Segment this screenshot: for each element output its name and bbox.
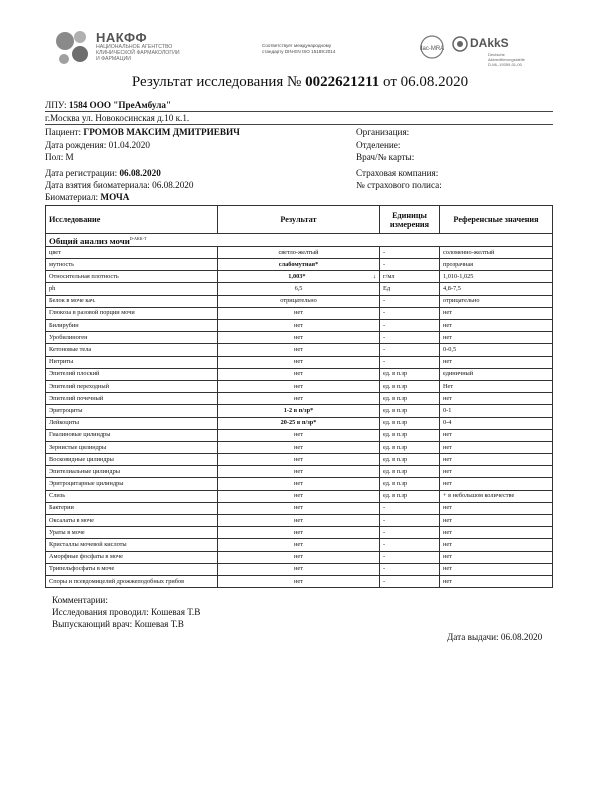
test-unit: - <box>380 563 440 575</box>
test-reference: 4,8-7,5 <box>440 283 553 295</box>
test-name: Лейкоциты <box>46 417 218 429</box>
test-reference: нет <box>440 502 553 514</box>
test-name: Кристаллы мочевой кислоты <box>46 539 218 551</box>
test-unit: ед. в п.зр <box>380 441 440 453</box>
test-unit: - <box>380 332 440 344</box>
table-row <box>46 515 553 527</box>
releasing-doctor: Выпускающий врач: Кошевая Т.В <box>52 619 184 629</box>
test-unit: - <box>380 551 440 563</box>
results-table <box>45 205 553 588</box>
test-reference: прозрачная <box>440 259 553 271</box>
header-test: Исследование <box>46 206 218 234</box>
comments: Комментарии: <box>52 595 108 605</box>
table-row <box>46 441 553 453</box>
table-row <box>46 575 553 587</box>
test-result: нет <box>218 380 380 392</box>
test-name: Билирубин <box>46 320 218 332</box>
divider <box>45 111 553 112</box>
nakff-logo-icon <box>52 28 92 68</box>
test-unit: г/мл <box>380 271 440 283</box>
test-result: нет <box>218 332 380 344</box>
biomaterial-line: Биоматериал: МОЧА <box>45 192 130 202</box>
test-unit: ед. в п.зр <box>380 466 440 478</box>
test-unit: ед. в п.зр <box>380 393 440 405</box>
header-units: Единицы измерения <box>380 206 440 234</box>
test-result: 1,003* ↓ <box>218 271 380 283</box>
test-name: Слизь <box>46 490 218 502</box>
report-title: Результат исследования № 0022621211 от 06.08.2020 <box>131 74 469 90</box>
test-name: Эритроцитарные цилиндры <box>46 478 218 490</box>
test-reference: единичный <box>440 368 553 380</box>
test-unit: ед. в п.зр <box>380 429 440 441</box>
test-unit: - <box>380 575 440 587</box>
test-result: нет <box>218 478 380 490</box>
logo-subtitle: НАЦИОНАЛЬНОЕ АГЕНТСТВО КЛИНИЧЕСКОЙ ФАРМАКОЛОГИИ И ФАРМАЦИИ <box>96 44 180 63</box>
test-name: мутность <box>46 259 218 271</box>
insurance-policy: № страхового полиса: <box>356 180 442 190</box>
test-name: Эпителиальные цилиндры <box>46 466 218 478</box>
table-row <box>46 478 553 490</box>
test-result: нет <box>218 441 380 453</box>
test-result: слабомутная* <box>218 259 380 271</box>
table-row <box>46 527 553 539</box>
test-result: нет <box>218 563 380 575</box>
organization: Организация: <box>356 127 410 137</box>
test-result: нет <box>218 429 380 441</box>
divider <box>45 124 553 125</box>
svg-text:ilac-MRA: ilac-MRA <box>419 46 445 52</box>
test-unit: - <box>380 295 440 307</box>
test-reference: нет <box>440 393 553 405</box>
table-row <box>46 380 553 392</box>
test-unit: - <box>380 307 440 319</box>
table-row <box>46 307 553 319</box>
table-row <box>46 502 553 514</box>
test-result: нет <box>218 551 380 563</box>
test-reference: нет <box>440 551 553 563</box>
test-result: 20-25 в п/зр* <box>218 417 380 429</box>
test-unit: ед. в п.зр <box>380 454 440 466</box>
table-row <box>46 368 553 380</box>
registration-date: Дата регистрации: 06.08.2020 <box>45 168 161 178</box>
test-unit: - <box>380 539 440 551</box>
certification-text: Соответствует международному стандарту DIN-EN ISO 15189:2014 <box>262 43 336 54</box>
test-unit: - <box>380 502 440 514</box>
test-name: Гиалиновые цилиндры <box>46 429 218 441</box>
test-unit: - <box>380 246 440 258</box>
test-reference: нет <box>440 320 553 332</box>
test-name: Споры и псевдомицелий дрожжеподобных грибов <box>46 575 218 587</box>
test-name: Зернистые цилиндры <box>46 441 218 453</box>
test-name: Относительная плотность <box>46 271 218 283</box>
table-row <box>46 405 553 417</box>
insurance-company: Страховая компания: <box>356 168 439 178</box>
test-name: Оксалаты в моче <box>46 515 218 527</box>
test-reference: нет <box>440 307 553 319</box>
test-name: Ураты в моче <box>46 527 218 539</box>
sex: Пол: М <box>45 152 74 162</box>
lpu-line: ЛПУ: 1584 ООО "ПреАмбула" <box>45 100 172 110</box>
test-result: нет <box>218 490 380 502</box>
test-reference: нет <box>440 539 553 551</box>
table-row <box>46 271 553 283</box>
test-result: нет <box>218 307 380 319</box>
doctor-card: Врач/№ карты: <box>356 152 415 162</box>
table-row <box>46 344 553 356</box>
test-name: Эритроциты <box>46 405 218 417</box>
table-row <box>46 454 553 466</box>
test-result: нет <box>218 539 380 551</box>
test-name: Эпителий плоский <box>46 368 218 380</box>
test-reference: нет <box>440 466 553 478</box>
department: Отделение: <box>356 140 401 150</box>
test-reference: нет <box>440 429 553 441</box>
test-name: Эпителий почечный <box>46 393 218 405</box>
test-result: 1-2 в п/зр* <box>218 405 380 417</box>
test-result: нет <box>218 575 380 587</box>
test-unit: - <box>380 320 440 332</box>
test-reference: нет <box>440 332 553 344</box>
table-row <box>46 356 553 368</box>
test-result: нет <box>218 393 380 405</box>
test-unit: ед. в п.зр <box>380 380 440 392</box>
test-unit: ед. в п.зр <box>380 405 440 417</box>
test-reference: 0-1 <box>440 405 553 417</box>
test-reference: 0-0,5 <box>440 344 553 356</box>
test-name: Эпителий переходный <box>46 380 218 392</box>
test-name: Бактерии <box>46 502 218 514</box>
test-reference: 0-4 <box>440 417 553 429</box>
test-unit: ед. в п.зр <box>380 490 440 502</box>
test-reference: нет <box>440 563 553 575</box>
test-name: Кетоновые тела <box>46 344 218 356</box>
table-row <box>46 320 553 332</box>
test-name: Аморфные фосфаты в моче <box>46 551 218 563</box>
test-result: отрицательно <box>218 295 380 307</box>
table-row <box>46 417 553 429</box>
test-name: ph <box>46 283 218 295</box>
test-name: Восковидные цилиндры <box>46 454 218 466</box>
header-reference: Референсные значения <box>440 206 553 234</box>
test-unit: - <box>380 356 440 368</box>
patient-line: Пациент: ГРОМОВ МАКСИМ ДМИТРИЕВИЧ <box>45 127 240 137</box>
test-result: нет <box>218 344 380 356</box>
test-unit: ед. в п.зр <box>380 368 440 380</box>
test-unit: Ед <box>380 283 440 295</box>
test-reference: нет <box>440 454 553 466</box>
test-reference: + в небольшом количестве <box>440 490 553 502</box>
test-reference: нет <box>440 441 553 453</box>
section-title: Общий анализ мочи$^{D-AKK-T}$ <box>46 234 553 247</box>
test-unit: - <box>380 259 440 271</box>
test-name: Глюкоза в разовой порции мочи <box>46 307 218 319</box>
table-row <box>46 490 553 502</box>
test-result: нет <box>218 515 380 527</box>
report-header <box>0 0 600 75</box>
test-result: нет <box>218 368 380 380</box>
address: г.Москва ул. Новокосинская д.10 к.1. <box>45 113 190 123</box>
test-reference: соломенно-желтый <box>440 246 553 258</box>
sample-date: Дата взятия биоматериала: 06.08.2020 <box>45 180 194 190</box>
test-result: светло-желтый <box>218 246 380 258</box>
test-unit: - <box>380 527 440 539</box>
table-row <box>46 295 553 307</box>
logo-name: НАКФФ <box>96 30 148 45</box>
test-result: нет <box>218 320 380 332</box>
table-row <box>46 539 553 551</box>
table-row <box>46 563 553 575</box>
issue-date: Дата выдачи: 06.08.2020 <box>447 632 543 642</box>
header-result: Результат <box>218 206 380 234</box>
test-unit: - <box>380 515 440 527</box>
table-row <box>46 259 553 271</box>
test-reference: нет <box>440 575 553 587</box>
low-flag-icon: ↓ <box>372 272 376 280</box>
test-reference: отрицательно <box>440 295 553 307</box>
test-result: нет <box>218 356 380 368</box>
performed-by: Исследования проводил: Кошевая Т.В <box>52 607 201 617</box>
test-reference: нет <box>440 478 553 490</box>
test-result: нет <box>218 454 380 466</box>
dakks-emblem-icon <box>452 36 468 52</box>
table-row <box>46 393 553 405</box>
birth-date: Дата рождения: 01.04.2020 <box>45 140 150 150</box>
ilac-mra-logo-icon <box>414 34 450 64</box>
test-name: Нитриты <box>46 356 218 368</box>
table-row <box>46 551 553 563</box>
test-result: нет <box>218 466 380 478</box>
table-row <box>46 283 553 295</box>
test-unit: - <box>380 344 440 356</box>
test-unit: ед. в п.зр <box>380 478 440 490</box>
test-name: цвет <box>46 246 218 258</box>
table-header-row <box>46 206 553 234</box>
test-name: Белок в моче кач. <box>46 295 218 307</box>
test-reference: нет <box>440 527 553 539</box>
test-name: Уробилиноген <box>46 332 218 344</box>
test-result: нет <box>218 502 380 514</box>
section-row <box>46 234 553 247</box>
test-reference: нет <box>440 515 553 527</box>
test-unit: ед. в п.зр <box>380 417 440 429</box>
test-result: нет <box>218 527 380 539</box>
test-result: 6,5 <box>218 283 380 295</box>
test-name: Трипельфосфаты в моче <box>46 563 218 575</box>
test-reference: нет <box>440 356 553 368</box>
dakks-logo: DAkkS Deutsche Akkreditierungsstelle D-ML-19359-01-00 <box>452 34 532 68</box>
report-number: 0022621211 <box>305 74 380 90</box>
table-row <box>46 246 553 258</box>
table-row <box>46 429 553 441</box>
table-row <box>46 332 553 344</box>
test-reference: Нет <box>440 380 553 392</box>
test-reference: 1,010-1,025 <box>440 271 553 283</box>
table-row <box>46 466 553 478</box>
